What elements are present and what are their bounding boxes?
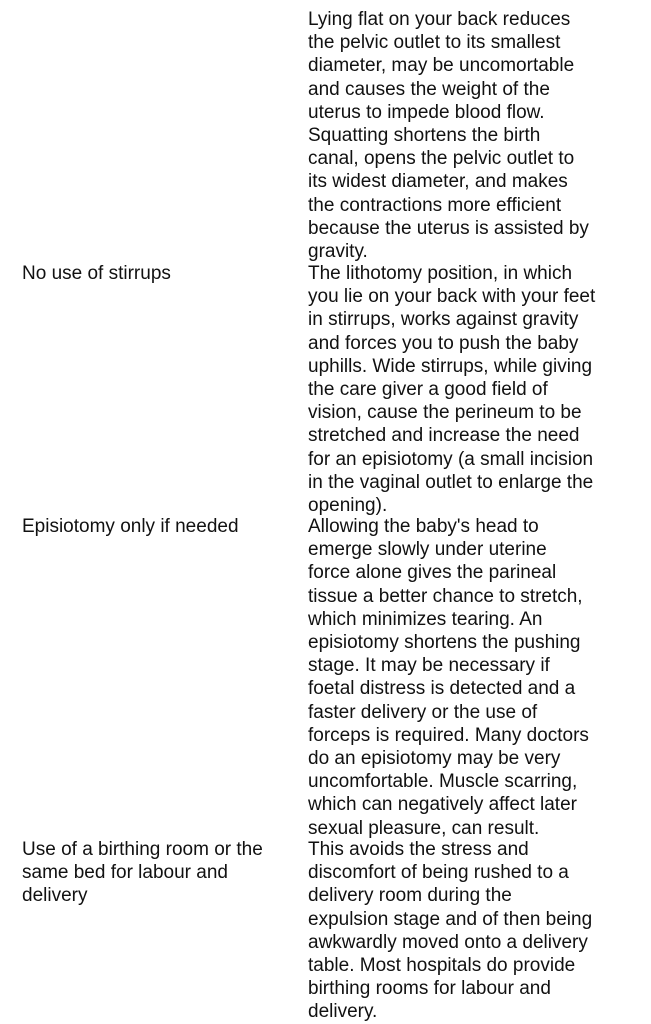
practice-label-episiotomy: Episiotomy only if needed: [22, 516, 239, 537]
practice-label-birthing-room: Use of a birthing room or the same bed for labour and delivery: [22, 839, 263, 906]
practice-label-no-stirrups: No use of stirrups: [22, 263, 171, 284]
reason-text-episiotomy: Allowing the baby's head to emerge slowly under uterine force alone gives the parineal tissue a better chance to stretch, which minimizes tearing. An episiotomy shortens the pushing stage. It may be necessary if foetal distress is detected and a faster delivery or the use of forceps is required. Many doctors do an episiotomy may be very uncomfortable. Muscle scarring, which can negatively affect later sexual pleasure, can result.: [308, 516, 589, 839]
reason-text-no-stirrups: The lithotomy position, in which you lie on your back with your feet in stirrups, works against gravity and forces you to push the baby uphills. Wide stirrups, while giving the care giver a good field of vision, cause the perineum to be stretched and increase the need for an episiotomy (a small incision in the vaginal outlet to enlarge the opening).: [308, 263, 596, 517]
reason-text-birthing-room: This avoids the stress and discomfort of being rushed to a delivery room during the expulsion stage and of then being awkwardly moved onto a delivery table. Most hospitals do provide birthing rooms for labour and delivery.: [308, 839, 593, 1023]
reason-text-lying-flat: Lying flat on your back reduces the pelvic outlet to its smallest diameter, may be uncomortable and causes the weight of the uterus to impede blood flow. Squatting shortens the birth canal, opens the pelvic outlet to its widest diameter, and makes the contractions more efficient because the uterus is assisted by gravity.: [308, 9, 589, 263]
